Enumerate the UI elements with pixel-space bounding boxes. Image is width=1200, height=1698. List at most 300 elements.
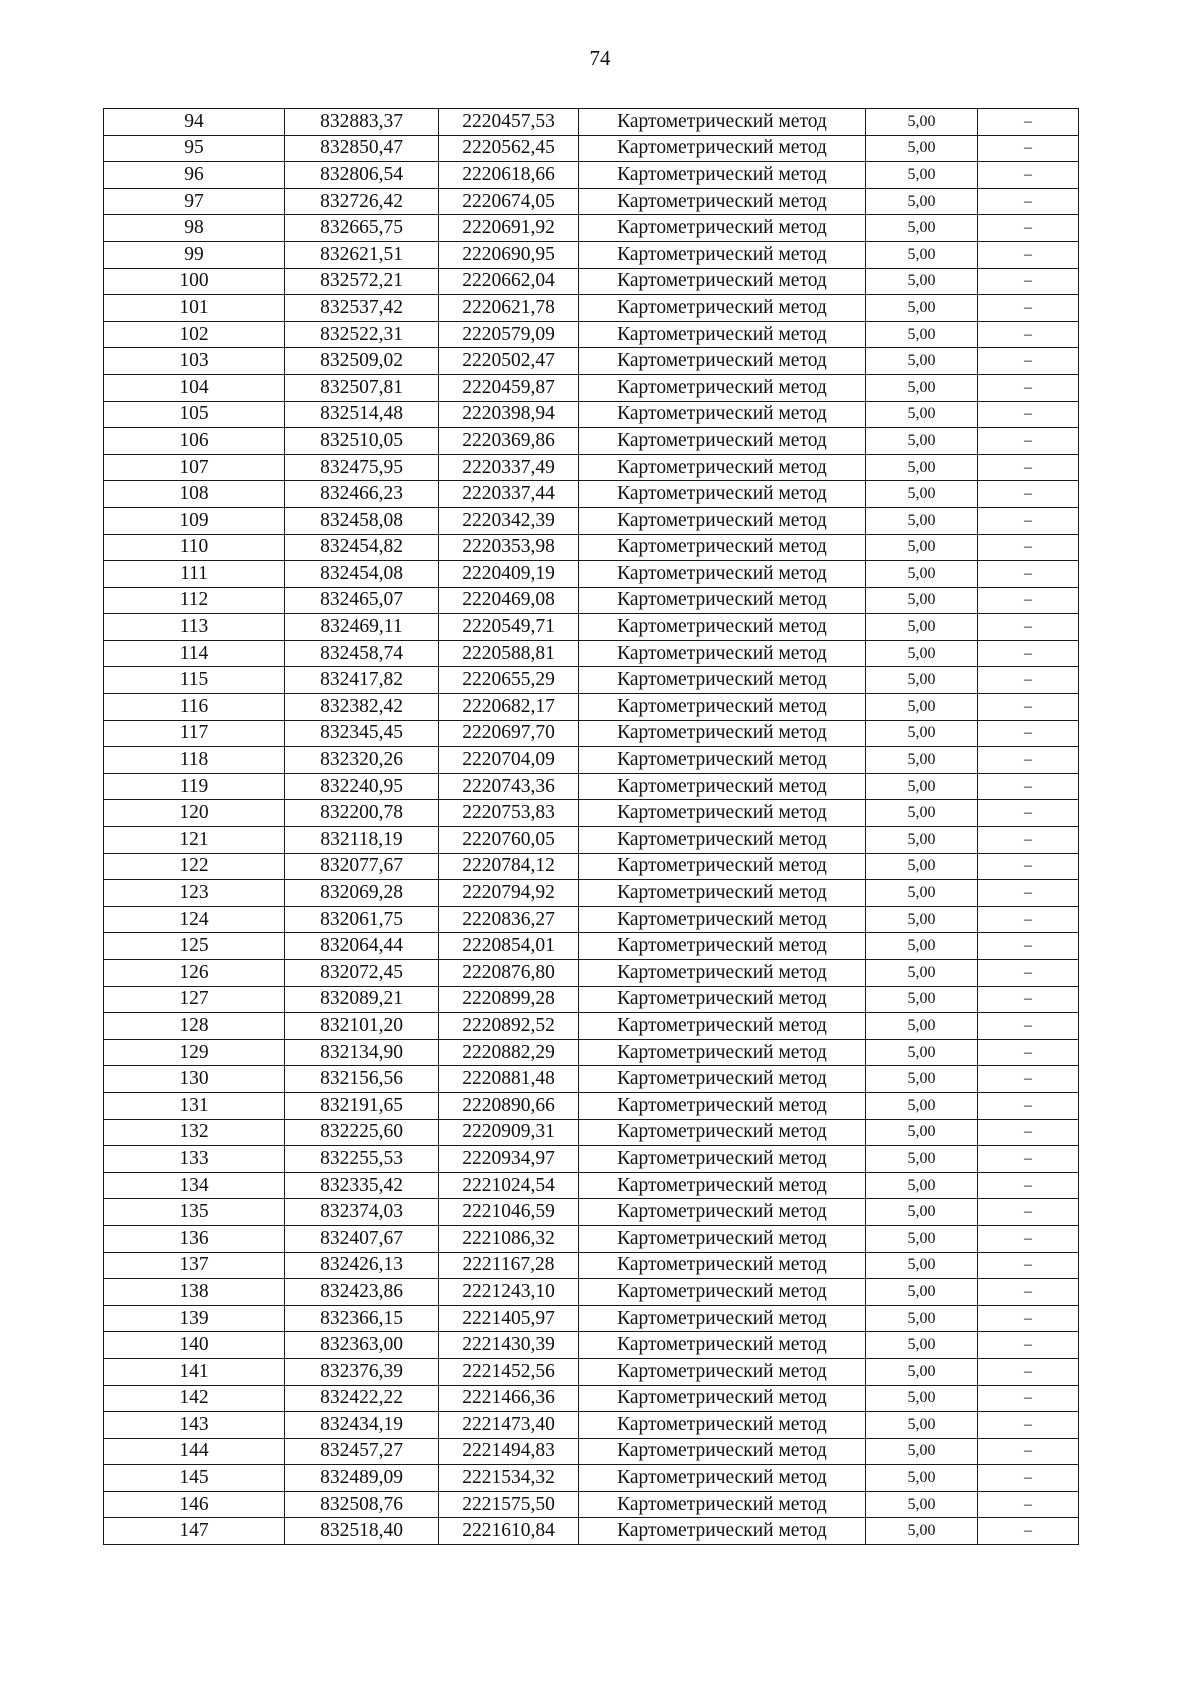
y-coordinate-cell: 2220753,83 [439,800,579,827]
y-coordinate-cell: 2220836,27 [439,906,579,933]
x-coordinate-cell: 832072,45 [285,960,439,987]
point-number-cell: 117 [104,720,285,747]
y-coordinate-cell: 2220691,92 [439,215,579,242]
y-coordinate-cell: 2220934,97 [439,1146,579,1173]
note-cell: – [978,773,1079,800]
method-cell: Картометрический метод [579,162,866,189]
note-cell: – [978,348,1079,375]
table-row [104,1385,1079,1412]
point-number-cell: 141 [104,1358,285,1385]
method-cell: Картометрический метод [579,1146,866,1173]
accuracy-cell: 5,00 [866,1358,978,1385]
x-coordinate-cell: 832240,95 [285,773,439,800]
x-coordinate-cell: 832422,22 [285,1385,439,1412]
x-coordinate-cell: 832537,42 [285,295,439,322]
table-row [104,321,1079,348]
accuracy-cell: 5,00 [866,1172,978,1199]
table-row [104,428,1079,455]
y-coordinate-cell: 2220398,94 [439,401,579,428]
accuracy-cell: 5,00 [866,109,978,136]
point-number-cell: 105 [104,401,285,428]
note-cell: – [978,933,1079,960]
point-number-cell: 130 [104,1066,285,1093]
x-coordinate-cell: 832134,90 [285,1039,439,1066]
accuracy-cell: 5,00 [866,1013,978,1040]
table-row [104,1066,1079,1093]
accuracy-cell: 5,00 [866,1225,978,1252]
method-cell: Картометрический метод [579,1039,866,1066]
accuracy-cell: 5,00 [866,667,978,694]
table-row [104,295,1079,322]
accuracy-cell: 5,00 [866,694,978,721]
point-number-cell: 96 [104,162,285,189]
point-number-cell: 104 [104,374,285,401]
x-coordinate-cell: 832101,20 [285,1013,439,1040]
coordinates-table [103,108,1079,1545]
x-coordinate-cell: 832466,23 [285,481,439,508]
method-cell: Картометрический метод [579,614,866,641]
note-cell: – [978,561,1079,588]
note-cell: – [978,1491,1079,1518]
accuracy-cell: 5,00 [866,348,978,375]
note-cell: – [978,1279,1079,1306]
x-coordinate-cell: 832191,65 [285,1092,439,1119]
method-cell: Картометрический метод [579,1358,866,1385]
y-coordinate-cell: 2220353,98 [439,534,579,561]
table-row [104,880,1079,907]
note-cell: – [978,1358,1079,1385]
method-cell: Картометрический метод [579,215,866,242]
method-cell: Картометрический метод [579,1438,866,1465]
point-number-cell: 112 [104,587,285,614]
accuracy-cell: 5,00 [866,1465,978,1492]
accuracy-cell: 5,00 [866,401,978,428]
y-coordinate-cell: 2220794,92 [439,880,579,907]
accuracy-cell: 5,00 [866,135,978,162]
note-cell: – [978,1092,1079,1119]
y-coordinate-cell: 2221534,32 [439,1465,579,1492]
method-cell: Картометрический метод [579,268,866,295]
note-cell: – [978,1013,1079,1040]
method-cell: Картометрический метод [579,401,866,428]
method-cell: Картометрический метод [579,1199,866,1226]
accuracy-cell: 5,00 [866,1199,978,1226]
method-cell: Картометрический метод [579,1279,866,1306]
accuracy-cell: 5,00 [866,481,978,508]
x-coordinate-cell: 832156,56 [285,1066,439,1093]
method-cell: Картометрический метод [579,933,866,960]
x-coordinate-cell: 832508,76 [285,1491,439,1518]
accuracy-cell: 5,00 [866,507,978,534]
table-row [104,614,1079,641]
accuracy-cell: 5,00 [866,1279,978,1306]
x-coordinate-cell: 832335,42 [285,1172,439,1199]
method-cell: Картометрический метод [579,561,866,588]
note-cell: – [978,534,1079,561]
table-row [104,960,1079,987]
point-number-cell: 101 [104,295,285,322]
x-coordinate-cell: 832069,28 [285,880,439,907]
x-coordinate-cell: 832089,21 [285,986,439,1013]
y-coordinate-cell: 2221466,36 [439,1385,579,1412]
accuracy-cell: 5,00 [866,215,978,242]
y-coordinate-cell: 2220337,49 [439,454,579,481]
table-row [104,188,1079,215]
x-coordinate-cell: 832407,67 [285,1225,439,1252]
x-coordinate-cell: 832382,42 [285,694,439,721]
point-number-cell: 125 [104,933,285,960]
y-coordinate-cell: 2220760,05 [439,827,579,854]
accuracy-cell: 5,00 [866,1332,978,1359]
y-coordinate-cell: 2220690,95 [439,241,579,268]
table-row [104,215,1079,242]
table-row [104,135,1079,162]
point-number-cell: 99 [104,241,285,268]
point-number-cell: 123 [104,880,285,907]
point-number-cell: 98 [104,215,285,242]
y-coordinate-cell: 2221575,50 [439,1491,579,1518]
method-cell: Картометрический метод [579,986,866,1013]
point-number-cell: 138 [104,1279,285,1306]
note-cell: – [978,986,1079,1013]
y-coordinate-cell: 2220579,09 [439,321,579,348]
accuracy-cell: 5,00 [866,853,978,880]
table-row [104,747,1079,774]
method-cell: Картометрический метод [579,507,866,534]
method-cell: Картометрический метод [579,720,866,747]
table-row [104,773,1079,800]
accuracy-cell: 5,00 [866,374,978,401]
y-coordinate-cell: 2220682,17 [439,694,579,721]
y-coordinate-cell: 2220469,08 [439,587,579,614]
method-cell: Картометрический метод [579,1066,866,1093]
x-coordinate-cell: 832514,48 [285,401,439,428]
note-cell: – [978,1039,1079,1066]
point-number-cell: 124 [104,906,285,933]
note-cell: – [978,827,1079,854]
method-cell: Картометрический метод [579,1172,866,1199]
note-cell: – [978,1518,1079,1545]
note-cell: – [978,162,1079,189]
point-number-cell: 100 [104,268,285,295]
method-cell: Картометрический метод [579,295,866,322]
point-number-cell: 95 [104,135,285,162]
point-number-cell: 129 [104,1039,285,1066]
accuracy-cell: 5,00 [866,960,978,987]
y-coordinate-cell: 2220409,19 [439,561,579,588]
x-coordinate-cell: 832345,45 [285,720,439,747]
note-cell: – [978,507,1079,534]
method-cell: Картометрический метод [579,1225,866,1252]
y-coordinate-cell: 2220876,80 [439,960,579,987]
x-coordinate-cell: 832883,37 [285,109,439,136]
table-row [104,401,1079,428]
point-number-cell: 139 [104,1305,285,1332]
accuracy-cell: 5,00 [866,614,978,641]
x-coordinate-cell: 832363,00 [285,1332,439,1359]
x-coordinate-cell: 832518,40 [285,1518,439,1545]
note-cell: – [978,747,1079,774]
method-cell: Картометрический метод [579,827,866,854]
x-coordinate-cell: 832077,67 [285,853,439,880]
table-row [104,1305,1079,1332]
method-cell: Картометрический метод [579,906,866,933]
table-row [104,1438,1079,1465]
table-row [104,1412,1079,1439]
table-row [104,986,1079,1013]
method-cell: Картометрический метод [579,241,866,268]
method-cell: Картометрический метод [579,188,866,215]
note-cell: – [978,454,1079,481]
note-cell: – [978,1465,1079,1492]
point-number-cell: 147 [104,1518,285,1545]
point-number-cell: 137 [104,1252,285,1279]
note-cell: – [978,880,1079,907]
point-number-cell: 97 [104,188,285,215]
x-coordinate-cell: 832118,19 [285,827,439,854]
x-coordinate-cell: 832510,05 [285,428,439,455]
accuracy-cell: 5,00 [866,534,978,561]
y-coordinate-cell: 2220562,45 [439,135,579,162]
accuracy-cell: 5,00 [866,640,978,667]
point-number-cell: 106 [104,428,285,455]
note-cell: – [978,215,1079,242]
accuracy-cell: 5,00 [866,1039,978,1066]
y-coordinate-cell: 2220502,47 [439,348,579,375]
point-number-cell: 121 [104,827,285,854]
point-number-cell: 108 [104,481,285,508]
x-coordinate-cell: 832064,44 [285,933,439,960]
x-coordinate-cell: 832489,09 [285,1465,439,1492]
accuracy-cell: 5,00 [866,720,978,747]
note-cell: – [978,1252,1079,1279]
accuracy-cell: 5,00 [866,1092,978,1119]
table-row [104,162,1079,189]
table-row [104,827,1079,854]
note-cell: – [978,1412,1079,1439]
point-number-cell: 102 [104,321,285,348]
method-cell: Картометрический метод [579,800,866,827]
note-cell: – [978,906,1079,933]
table-row [104,1465,1079,1492]
note-cell: – [978,1385,1079,1412]
note-cell: – [978,720,1079,747]
point-number-cell: 114 [104,640,285,667]
accuracy-cell: 5,00 [866,268,978,295]
accuracy-cell: 5,00 [866,1066,978,1093]
x-coordinate-cell: 832423,86 [285,1279,439,1306]
accuracy-cell: 5,00 [866,295,978,322]
point-number-cell: 110 [104,534,285,561]
y-coordinate-cell: 2220588,81 [439,640,579,667]
accuracy-cell: 5,00 [866,880,978,907]
x-coordinate-cell: 832850,47 [285,135,439,162]
note-cell: – [978,587,1079,614]
accuracy-cell: 5,00 [866,1119,978,1146]
y-coordinate-cell: 2221473,40 [439,1412,579,1439]
table-row [104,1092,1079,1119]
note-cell: – [978,268,1079,295]
point-number-cell: 120 [104,800,285,827]
table-row [104,853,1079,880]
method-cell: Картометрический метод [579,428,866,455]
point-number-cell: 133 [104,1146,285,1173]
table-row [104,109,1079,136]
method-cell: Картометрический метод [579,109,866,136]
point-number-cell: 111 [104,561,285,588]
method-cell: Картометрический метод [579,747,866,774]
accuracy-cell: 5,00 [866,188,978,215]
note-cell: – [978,241,1079,268]
note-cell: – [978,640,1079,667]
y-coordinate-cell: 2220342,39 [439,507,579,534]
x-coordinate-cell: 832225,60 [285,1119,439,1146]
method-cell: Картометрический метод [579,534,866,561]
x-coordinate-cell: 832255,53 [285,1146,439,1173]
note-cell: – [978,428,1079,455]
method-cell: Картометрический метод [579,135,866,162]
y-coordinate-cell: 2220337,44 [439,481,579,508]
table-row [104,800,1079,827]
table-row [104,374,1079,401]
x-coordinate-cell: 832665,75 [285,215,439,242]
method-cell: Картометрический метод [579,667,866,694]
note-cell: – [978,109,1079,136]
point-number-cell: 132 [104,1119,285,1146]
table-row [104,1518,1079,1545]
accuracy-cell: 5,00 [866,933,978,960]
method-cell: Картометрический метод [579,1332,866,1359]
note-cell: – [978,295,1079,322]
note-cell: – [978,1199,1079,1226]
table-row [104,1358,1079,1385]
table-row [104,1332,1079,1359]
x-coordinate-cell: 832426,13 [285,1252,439,1279]
method-cell: Картометрический метод [579,1518,866,1545]
y-coordinate-cell: 2220459,87 [439,374,579,401]
method-cell: Картометрический метод [579,454,866,481]
point-number-cell: 131 [104,1092,285,1119]
table-row [104,481,1079,508]
method-cell: Картометрический метод [579,1385,866,1412]
point-number-cell: 136 [104,1225,285,1252]
point-number-cell: 118 [104,747,285,774]
method-cell: Картометрический метод [579,1305,866,1332]
y-coordinate-cell: 2220909,31 [439,1119,579,1146]
accuracy-cell: 5,00 [866,428,978,455]
x-coordinate-cell: 832376,39 [285,1358,439,1385]
x-coordinate-cell: 832465,07 [285,587,439,614]
method-cell: Картометрический метод [579,880,866,907]
note-cell: – [978,321,1079,348]
x-coordinate-cell: 832522,31 [285,321,439,348]
x-coordinate-cell: 832572,21 [285,268,439,295]
accuracy-cell: 5,00 [866,827,978,854]
accuracy-cell: 5,00 [866,1305,978,1332]
point-number-cell: 145 [104,1465,285,1492]
x-coordinate-cell: 832061,75 [285,906,439,933]
note-cell: – [978,667,1079,694]
table-row [104,640,1079,667]
point-number-cell: 122 [104,853,285,880]
y-coordinate-cell: 2220621,78 [439,295,579,322]
y-coordinate-cell: 2220662,04 [439,268,579,295]
table-row [104,1199,1079,1226]
accuracy-cell: 5,00 [866,906,978,933]
note-cell: – [978,481,1079,508]
table-row [104,241,1079,268]
x-coordinate-cell: 832320,26 [285,747,439,774]
table-row [104,348,1079,375]
method-cell: Картометрический метод [579,348,866,375]
x-coordinate-cell: 832417,82 [285,667,439,694]
accuracy-cell: 5,00 [866,587,978,614]
accuracy-cell: 5,00 [866,747,978,774]
note-cell: – [978,135,1079,162]
method-cell: Картометрический метод [579,1252,866,1279]
accuracy-cell: 5,00 [866,162,978,189]
accuracy-cell: 5,00 [866,1412,978,1439]
method-cell: Картометрический метод [579,481,866,508]
method-cell: Картометрический метод [579,1465,866,1492]
point-number-cell: 109 [104,507,285,534]
table-row [104,720,1079,747]
method-cell: Картометрический метод [579,853,866,880]
point-number-cell: 94 [104,109,285,136]
x-coordinate-cell: 832454,82 [285,534,439,561]
note-cell: – [978,1225,1079,1252]
accuracy-cell: 5,00 [866,1491,978,1518]
table-row [104,1225,1079,1252]
method-cell: Картометрический метод [579,1013,866,1040]
method-cell: Картометрический метод [579,694,866,721]
note-cell: – [978,614,1079,641]
table-row [104,933,1079,960]
y-coordinate-cell: 2221243,10 [439,1279,579,1306]
point-number-cell: 126 [104,960,285,987]
coordinates-table-body [104,109,1079,1545]
x-coordinate-cell: 832475,95 [285,454,439,481]
note-cell: – [978,853,1079,880]
table-row [104,268,1079,295]
x-coordinate-cell: 832621,51 [285,241,439,268]
x-coordinate-cell: 832806,54 [285,162,439,189]
note-cell: – [978,1119,1079,1146]
y-coordinate-cell: 2220549,71 [439,614,579,641]
point-number-cell: 103 [104,348,285,375]
note-cell: – [978,401,1079,428]
accuracy-cell: 5,00 [866,1385,978,1412]
point-number-cell: 146 [104,1491,285,1518]
table-row [104,1491,1079,1518]
accuracy-cell: 5,00 [866,241,978,268]
x-coordinate-cell: 832507,81 [285,374,439,401]
x-coordinate-cell: 832457,27 [285,1438,439,1465]
note-cell: – [978,1146,1079,1173]
y-coordinate-cell: 2221167,28 [439,1252,579,1279]
x-coordinate-cell: 832509,02 [285,348,439,375]
method-cell: Картометрический метод [579,587,866,614]
point-number-cell: 113 [104,614,285,641]
table-row [104,667,1079,694]
note-cell: – [978,800,1079,827]
y-coordinate-cell: 2220882,29 [439,1039,579,1066]
method-cell: Картометрический метод [579,1491,866,1518]
table-row [104,1252,1079,1279]
accuracy-cell: 5,00 [866,773,978,800]
y-coordinate-cell: 2221046,59 [439,1199,579,1226]
note-cell: – [978,1172,1079,1199]
